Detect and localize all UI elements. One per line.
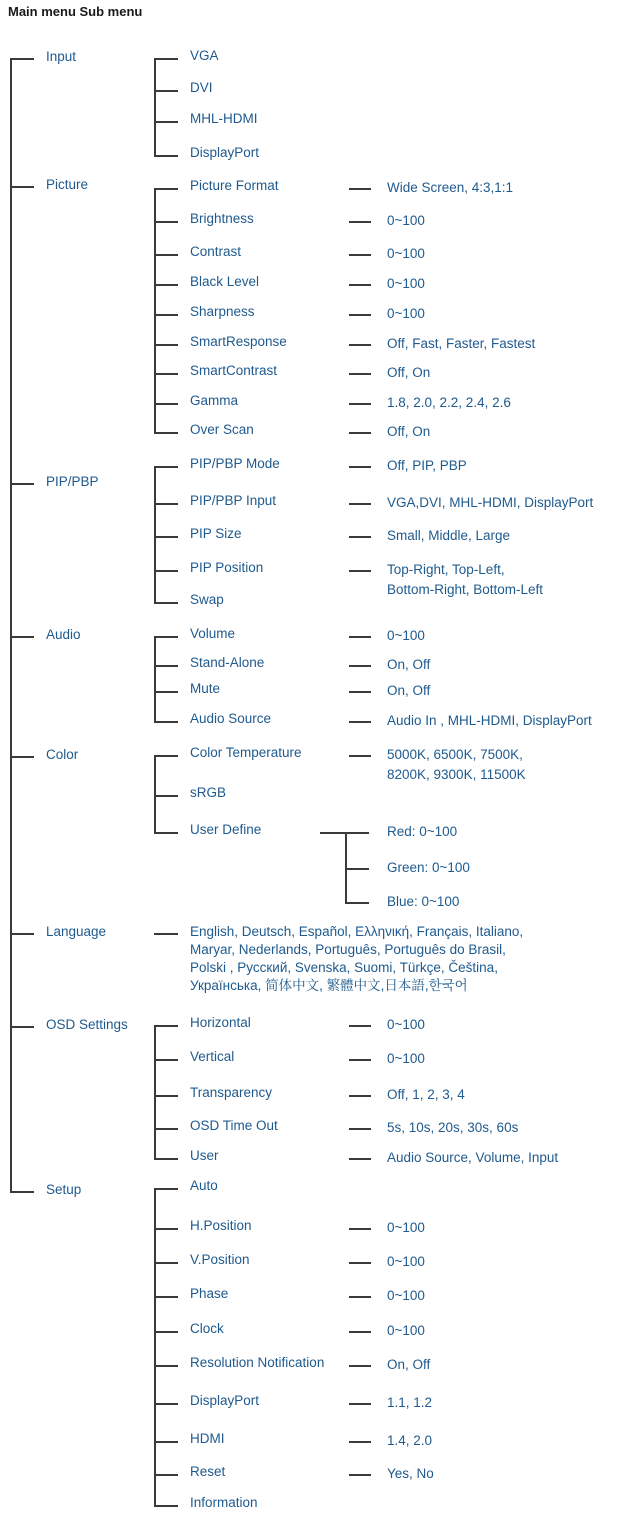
sub-menu-user-define: User Define <box>190 822 262 837</box>
sub-menu-clock: Clock <box>190 1321 224 1336</box>
value-connector-pip-pbp-mode <box>349 466 371 468</box>
value-connector-smartcontrast <box>349 373 371 375</box>
value-h-position: 0~100 <box>387 1220 425 1235</box>
main-menu-picture: Picture <box>46 177 89 192</box>
sub-connector-reset <box>154 1474 178 1476</box>
sub-menu-mhl-hdmi: MHL-HDMI <box>190 111 258 126</box>
sub-connector-picture-format <box>154 188 178 190</box>
sub-connector-displayport <box>154 155 178 157</box>
sub-connector-language <box>154 933 178 935</box>
sub-connector-color-temperature <box>154 755 178 757</box>
value-hdmi: 1.4, 2.0 <box>387 1433 433 1448</box>
value-connector-contrast <box>349 254 371 256</box>
sub-connector-horizontal <box>154 1025 178 1027</box>
language-list-line: Polski , Русский, Svenska, Suomi, Türkçe, Čeština, <box>190 960 498 975</box>
sub-menu-srgb: sRGB <box>190 785 227 800</box>
language-list-line: Українська, 简体中文, 繁體中文,日本語,한국어 <box>190 978 468 993</box>
main-connector-setup <box>10 1191 34 1193</box>
sub-menu-mute: Mute <box>190 681 221 696</box>
sub-menu-over-scan: Over Scan <box>190 422 254 437</box>
sub-trunk-pip-pbp <box>154 466 156 604</box>
value-connector-over-scan <box>349 432 371 434</box>
value-osd-time-out: 5s, 10s, 20s, 30s, 60s <box>387 1120 519 1135</box>
sub-connector-v-position <box>154 1262 178 1264</box>
sub-menu-auto: Auto <box>190 1178 218 1193</box>
sub-menu-gamma: Gamma <box>190 393 239 408</box>
sub-menu-smartcontrast: SmartContrast <box>190 363 278 378</box>
value-pip-size: Small, Middle, Large <box>387 528 511 543</box>
main-menu-audio: Audio <box>46 627 81 642</box>
value-reset: Yes, No <box>387 1466 434 1481</box>
sub-menu-volume: Volume <box>190 626 236 641</box>
sub-connector-srgb <box>154 795 178 797</box>
sub-menu-transparency: Transparency <box>190 1085 273 1100</box>
value-brightness: 0~100 <box>387 213 425 228</box>
option-connector <box>345 902 369 904</box>
value-pip-pbp-mode: Off, PIP, PBP <box>387 458 467 473</box>
value-color-temperature: 5000K, 6500K, 7500K, <box>387 747 523 762</box>
sub-menu-sharpness: Sharpness <box>190 304 255 319</box>
option-red: Red: 0~100 <box>387 824 458 839</box>
sub-menu-pip-size: PIP Size <box>190 526 242 541</box>
sub-trunk-osd-settings <box>154 1025 156 1160</box>
sub-connector-vertical <box>154 1059 178 1061</box>
sub-menu-pip-pbp-mode: PIP/PBP Mode <box>190 456 280 471</box>
sub-connector-swap <box>154 602 178 604</box>
value-over-scan: Off, On <box>387 424 431 439</box>
sub-trunk-audio <box>154 636 156 723</box>
value-picture-format: Wide Screen, 4:3,1:1 <box>387 180 514 195</box>
sub-connector-auto <box>154 1188 178 1190</box>
sub-connector-h-position <box>154 1228 178 1230</box>
sub-menu-vga: VGA <box>190 48 219 63</box>
main-connector-language <box>10 933 34 935</box>
value-gamma: 1.8, 2.0, 2.2, 2.4, 2.6 <box>387 395 511 410</box>
value-connector-mute <box>349 691 371 693</box>
sub-connector-hdmi <box>154 1441 178 1443</box>
sub-menu-contrast: Contrast <box>190 244 242 259</box>
value-connector-vertical <box>349 1059 371 1061</box>
sub-menu-displayport: DisplayPort <box>190 1393 260 1408</box>
value-connector-sharpness <box>349 314 371 316</box>
sub-connector-gamma <box>154 403 178 405</box>
sub-connector-pip-size <box>154 536 178 538</box>
sub-menu-dvi: DVI <box>190 80 213 95</box>
value-mute: On, Off <box>387 683 431 698</box>
value-smartresponse: Off, Fast, Faster, Fastest <box>387 336 536 351</box>
sub-trunk-input <box>154 58 156 157</box>
menu-tree-header: Main menu Sub menu <box>8 4 143 19</box>
sub-connector-contrast <box>154 254 178 256</box>
main-menu-setup: Setup <box>46 1182 82 1197</box>
value-connector-color-temperature <box>349 755 371 757</box>
option-green: Green: 0~100 <box>387 860 470 875</box>
value-connector-smartresponse <box>349 344 371 346</box>
sub-connector-sharpness <box>154 314 178 316</box>
language-list-line: English, Deutsch, Español, Ελληνική, Français, Italiano, <box>190 924 524 939</box>
sub-trunk-picture <box>154 188 156 434</box>
value-user: Audio Source, Volume, Input <box>387 1150 559 1165</box>
main-menu-osd-settings: OSD Settings <box>46 1017 128 1032</box>
value-displayport: 1.1, 1.2 <box>387 1395 433 1410</box>
main-menu-input: Input <box>46 49 77 64</box>
value-smartcontrast: Off, On <box>387 365 431 380</box>
sub-connector-user <box>154 1158 178 1160</box>
sub-menu-osd-time-out: OSD Time Out <box>190 1118 278 1133</box>
sub-menu-reset: Reset <box>190 1464 226 1479</box>
sub-menu-black-level: Black Level <box>190 274 260 289</box>
sub-menu-smartresponse: SmartResponse <box>190 334 287 349</box>
sub-connector-clock <box>154 1331 178 1333</box>
value-connector-resolution-notification <box>349 1365 371 1367</box>
value-connector-black-level <box>349 284 371 286</box>
sub-menu-vertical: Vertical <box>190 1049 235 1064</box>
main-menu-trunk-line <box>10 58 12 1193</box>
value-black-level: 0~100 <box>387 276 425 291</box>
value-pip-position: Top-Right, Top-Left, <box>387 562 505 577</box>
value-audio-source: Audio In , MHL-HDMI, DisplayPort <box>387 713 592 728</box>
option-connector <box>345 868 369 870</box>
sub-connector-resolution-notification <box>154 1365 178 1367</box>
sub-connector-osd-time-out <box>154 1128 178 1130</box>
sub-menu-resolution-notification: Resolution Notification <box>190 1355 325 1370</box>
main-connector-input <box>10 58 34 60</box>
language-list-line: Maryar, Nederlands, Português, Português do Brasil, <box>190 942 506 957</box>
sub-connector-pip-pbp-input <box>154 503 178 505</box>
sub-connector-mhl-hdmi <box>154 121 178 123</box>
sub-connector-mute <box>154 691 178 693</box>
value-connector-brightness <box>349 221 371 223</box>
value-connector-v-position <box>349 1262 371 1264</box>
main-connector-osd-settings <box>10 1026 34 1028</box>
value-v-position: 0~100 <box>387 1254 425 1269</box>
value-vertical: 0~100 <box>387 1051 425 1066</box>
value-connector-displayport <box>349 1403 371 1405</box>
sub-connector-transparency <box>154 1095 178 1097</box>
sub-connector-phase <box>154 1296 178 1298</box>
value-connector-reset <box>349 1474 371 1476</box>
sub-trunk-setup <box>154 1188 156 1507</box>
main-connector-pip-pbp <box>10 483 34 485</box>
value-connector-hdmi <box>349 1441 371 1443</box>
value-connector-volume <box>349 636 371 638</box>
value-sharpness: 0~100 <box>387 306 425 321</box>
sub-menu-displayport: DisplayPort <box>190 145 260 160</box>
sub-menu-swap: Swap <box>190 592 224 607</box>
sub-connector-pip-position <box>154 570 178 572</box>
value-contrast: 0~100 <box>387 246 425 261</box>
sub-connector-volume <box>154 636 178 638</box>
main-connector-audio <box>10 636 34 638</box>
sub-menu-picture-format: Picture Format <box>190 178 279 193</box>
sub-menu-hdmi: HDMI <box>190 1431 225 1446</box>
value-phase: 0~100 <box>387 1288 425 1303</box>
value-volume: 0~100 <box>387 628 425 643</box>
sub-connector-stand-alone <box>154 665 178 667</box>
value-color-temperature: 8200K, 9300K, 11500K <box>387 767 526 782</box>
sub-connector-displayport <box>154 1403 178 1405</box>
sub-connector-smartresponse <box>154 344 178 346</box>
main-connector-picture <box>10 186 34 188</box>
value-connector-picture-format <box>349 188 371 190</box>
value-connector-phase <box>349 1296 371 1298</box>
main-menu-color: Color <box>46 747 79 762</box>
option-stem-user-define <box>320 832 345 834</box>
value-connector-gamma <box>349 403 371 405</box>
option-blue: Blue: 0~100 <box>387 894 460 909</box>
sub-menu-v-position: V.Position <box>190 1252 250 1267</box>
sub-connector-vga <box>154 58 178 60</box>
option-connector <box>345 832 369 834</box>
value-pip-pbp-input: VGA,DVI, MHL-HDMI, DisplayPort <box>387 495 594 510</box>
value-connector-pip-pbp-input <box>349 503 371 505</box>
value-stand-alone: On, Off <box>387 657 431 672</box>
sub-connector-over-scan <box>154 432 178 434</box>
value-connector-stand-alone <box>349 665 371 667</box>
value-resolution-notification: On, Off <box>387 1357 431 1372</box>
value-connector-h-position <box>349 1228 371 1230</box>
sub-menu-pip-pbp-input: PIP/PBP Input <box>190 493 277 508</box>
sub-menu-user: User <box>190 1148 219 1163</box>
value-transparency: Off, 1, 2, 3, 4 <box>387 1087 465 1102</box>
main-menu-language: Language <box>46 924 107 939</box>
value-horizontal: 0~100 <box>387 1017 425 1032</box>
value-connector-transparency <box>349 1095 371 1097</box>
sub-connector-audio-source <box>154 721 178 723</box>
sub-menu-phase: Phase <box>190 1286 229 1301</box>
value-connector-osd-time-out <box>349 1128 371 1130</box>
value-pip-position: Bottom-Right, Bottom-Left <box>387 582 544 597</box>
sub-connector-smartcontrast <box>154 373 178 375</box>
value-connector-pip-size <box>349 536 371 538</box>
sub-menu-horizontal: Horizontal <box>190 1015 251 1030</box>
main-menu-pip-pbp: PIP/PBP <box>46 474 99 489</box>
sub-connector-dvi <box>154 90 178 92</box>
main-connector-color <box>10 756 34 758</box>
sub-menu-h-position: H.Position <box>190 1218 252 1233</box>
sub-menu-audio-source: Audio Source <box>190 711 272 726</box>
sub-connector-black-level <box>154 284 178 286</box>
value-connector-pip-position <box>349 570 371 572</box>
sub-menu-pip-position: PIP Position <box>190 560 264 575</box>
value-connector-user <box>349 1158 371 1160</box>
sub-menu-information: Information <box>190 1495 258 1510</box>
value-connector-audio-source <box>349 721 371 723</box>
value-connector-clock <box>349 1331 371 1333</box>
sub-menu-stand-alone: Stand-Alone <box>190 655 265 670</box>
value-clock: 0~100 <box>387 1323 425 1338</box>
sub-menu-brightness: Brightness <box>190 211 254 226</box>
sub-connector-information <box>154 1505 178 1507</box>
sub-menu-color-temperature: Color Temperature <box>190 745 302 760</box>
sub-connector-user-define <box>154 832 178 834</box>
value-connector-horizontal <box>349 1025 371 1027</box>
sub-connector-pip-pbp-mode <box>154 466 178 468</box>
sub-connector-brightness <box>154 221 178 223</box>
